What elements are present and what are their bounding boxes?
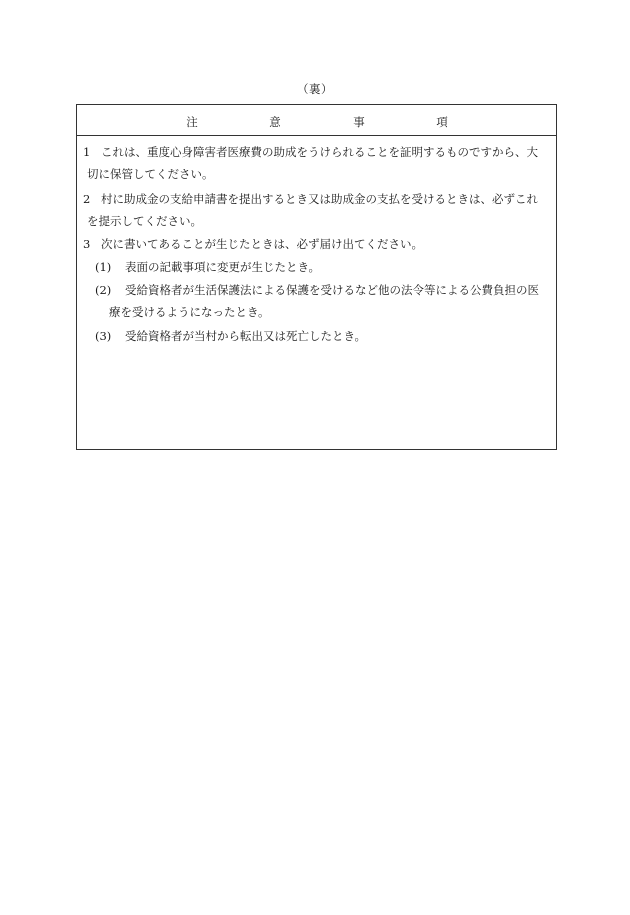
- notice-box: [76, 104, 557, 450]
- item-text: これは、重度心身障害者医療費の助成をうけられることを証明するものですから、大: [101, 145, 538, 159]
- subitem-text: 受給資格者が当村から転出又は死亡したとき。: [125, 329, 367, 343]
- item-text: 次に書いてあることが生じたときは、必ず届け出てください。: [101, 237, 423, 251]
- subitem-number: (1): [95, 260, 112, 274]
- subitem-text: 受給資格者が生活保護法による保護を受けるなど他の法令等による公費負担の医: [125, 283, 539, 297]
- subitem-number: (2): [95, 283, 112, 297]
- page-label: （裏）: [297, 82, 333, 96]
- subitem-number: (3): [95, 329, 112, 343]
- item-number: 3: [83, 237, 91, 251]
- item-text-continued: 切に保管してください。: [87, 167, 214, 181]
- header-divider: [77, 135, 556, 136]
- item-number: 2: [83, 192, 91, 206]
- item-number: 1: [83, 145, 91, 159]
- item-text-continued: を提示してください。: [87, 214, 202, 228]
- header-char: 項: [436, 115, 448, 129]
- item-text: 村に助成金の支給申請書を提出するとき又は助成金の支払を受けるときは、必ずこれ: [101, 192, 538, 206]
- header-char: 注: [186, 115, 198, 129]
- subitem-text: 表面の記載事項に変更が生じたとき。: [125, 260, 321, 274]
- subitem-text-continued: 療を受けるようになったとき。: [109, 305, 270, 319]
- header-char: 意: [269, 115, 281, 129]
- header-char: 事: [353, 115, 365, 129]
- notice-header: [77, 114, 556, 130]
